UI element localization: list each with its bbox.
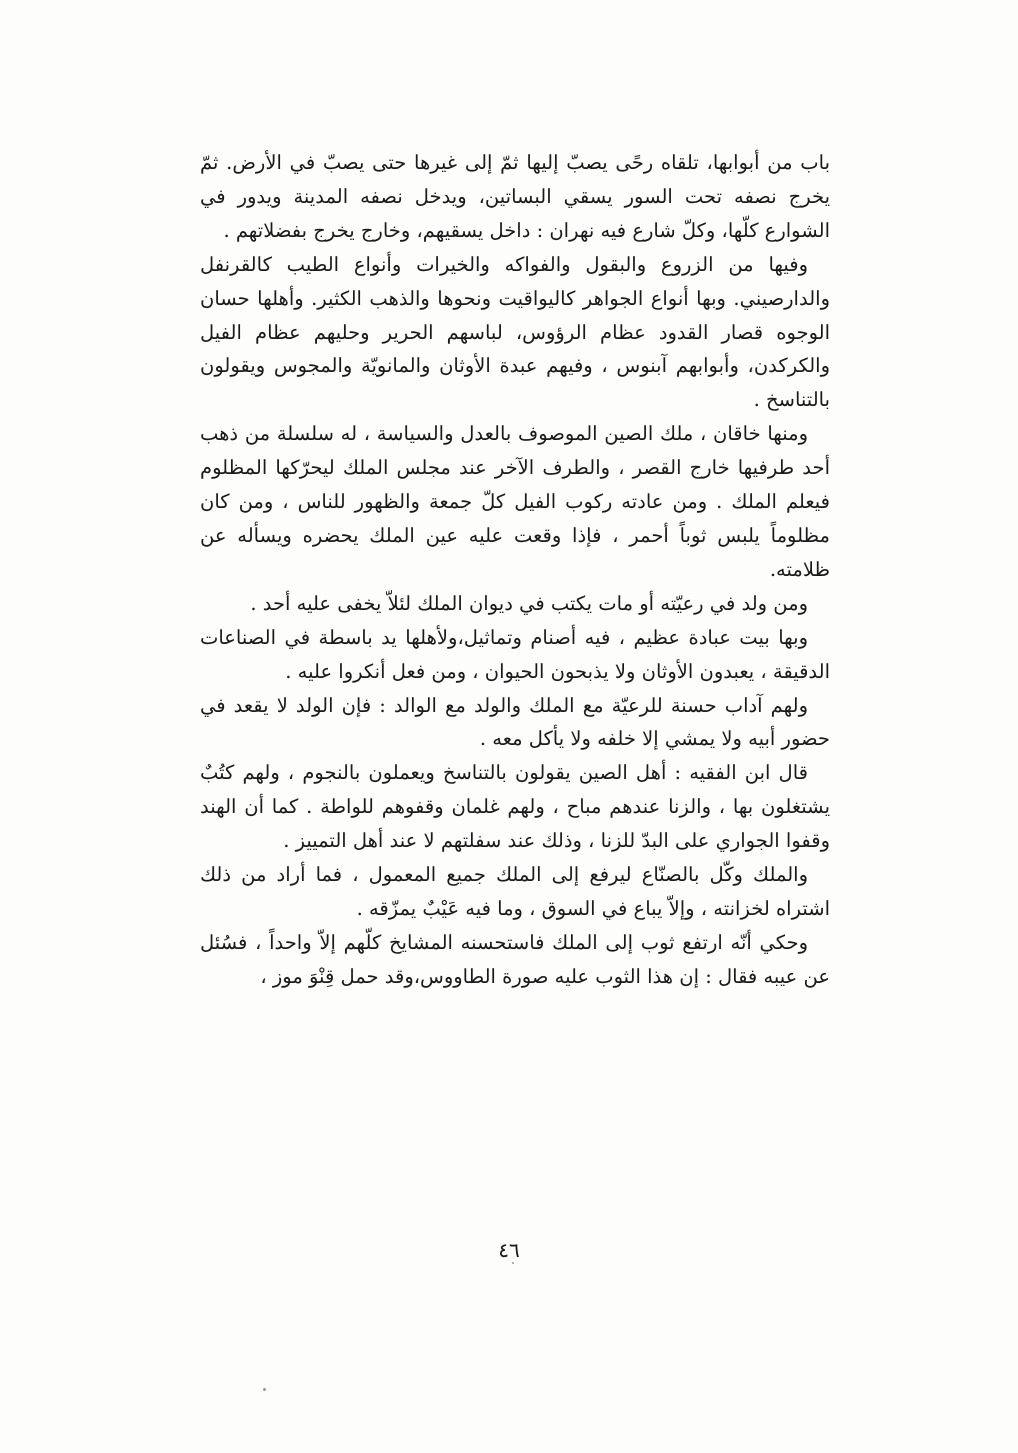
page-number: ٤٦ (498, 1238, 520, 1262)
paragraph-3: ومنها خاقان ، ملك الصين الموصوف بالعدل والسياسة ، له سلسلة من ذهب أحد طرفيها خارج القصر ، والطرف الآخر عند مجلس الملك ليحرّكها المظلوم فيعلم الملك . ومن عادته ركوب الفيل كلّ جمعة والظهور للناس ، ومن كان مظلوماً يلبس ثوباً أحمر ، فإذا وقعت عليه عين الملك يحضره ويسأله عن ظلامته. (200, 422, 830, 581)
paragraph-2: وفيها من الزروع والبقول والفواكه والخيرات وأنواع الطيب كالقرنفل والدارصيني. وبها أنواع الجواهر كاليواقيت ونحوها والذهب الكثير. وأهلها حسان الوجوه قصار القدود عظام الرؤوس، لباسهم الحرير وحليهم عظام الفيل والكركدن، وأبوابهم آبنوس ، وفيهم عبدة الأوثان والمانويّة والمجوس ويقولون بالتناسخ . (200, 252, 830, 412)
paragraph-8: والملك وكّل بالصنّاع ليرفع إلى الملك جميع المعمول ، فما أراد من ذلك اشتراه لخزانته ، وإلاّ يباع في السوق ، وما فيه عَيْبٌ يمزّقه . (200, 863, 830, 920)
paragraph-7: قال ابن الفقيه : أهل الصين يقولون بالتناسخ ويعملون بالنجوم ، ولهم كتُبٌ يشتغلون بها ، والزنا عندهم مباح ، ولهم غلمان وقفوهم للواطة . كما أن الهند وقفوا الجواري على البدّ للزنا ، وذلك عند سفلتهم لا عند أهل التمييز . (200, 761, 830, 853)
paragraph-1: باب من أبوابها، تلقاه رحًى يصبّ إليها ثمّ إلى غيرها حتى يصبّ في الأرض. ثمّ يخرج نصفه تحت السور يسقي البساتين، ويدخل نصفه المدينة ويدور في الشوارع كلّها، وكلّ شارع فيه نهران : داخل يسقيهم، وخارج يخرج بفضلاتهم . (200, 151, 830, 242)
paragraph-5: وبها بيت عبادة عظيم ، فيه أصنام وتماثيل،ولأهلها يد باسطة في الصناعات الدقيقة ، يعبدون الأوثان ولا يذبحون الحيوان ، ومن فعل أنكروا عليه . (200, 625, 830, 683)
paragraph-9: وحكي أنّه ارتفع ثوب إلى الملك فاستحسنه المشايخ كلّهم إلاّ واحداً ، فسُئل عن عيبه فقال : إن هذا الثوب عليه صورة الطاووس،وقد حمل قِنْوَ موز ، (200, 930, 830, 988)
scan-speck (512, 1262, 514, 1264)
paragraph-6: ولهم آداب حسنة للرعيّة مع الملك والولد مع الوالد : فإن الولد لا يقعد في حضور أبيه ولا يمشي إلا خلفه ولا يأكل معه . (200, 693, 830, 751)
body-text (200, 146, 830, 994)
paragraph-4: ومن ولد في رعيّته أو مات يكتب في ديوان الملك لئلاّ يخفى عليه أحد . (250, 591, 808, 615)
scan-speck (263, 1388, 266, 1391)
